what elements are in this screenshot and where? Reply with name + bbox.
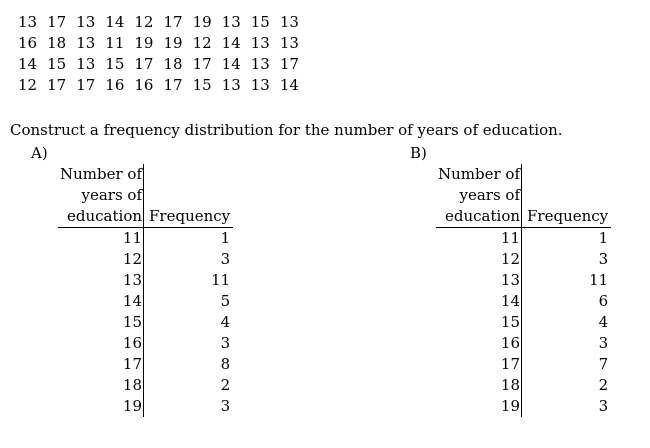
- table-row: [58, 312, 233, 333]
- frequency-table: [436, 164, 611, 417]
- years-cell: 12: [58, 249, 144, 270]
- years-cell: 16: [58, 333, 144, 354]
- data-value: 14: [221, 55, 241, 73]
- years-cell: 17: [436, 354, 522, 375]
- data-value: 15: [105, 55, 125, 73]
- frequency-cell: 2: [220, 376, 231, 394]
- option-b-table: [436, 164, 611, 417]
- frequency-cell: 3: [220, 397, 231, 415]
- years-cell: 18: [58, 375, 144, 396]
- frequency-cell: 3: [220, 250, 231, 268]
- data-value: 19: [163, 34, 183, 52]
- table-row: [436, 396, 611, 417]
- table-row: [436, 333, 611, 354]
- years-cell: 13: [436, 270, 522, 291]
- years-header-cell: education: [58, 206, 144, 228]
- data-value: 17: [76, 76, 96, 94]
- table-row: [58, 396, 233, 417]
- data-value: 13: [279, 13, 299, 31]
- frequency-cell: 3: [220, 334, 231, 352]
- table-row: [58, 249, 233, 270]
- frequency-cell: 4: [220, 313, 231, 331]
- years-cell: 19: [436, 396, 522, 417]
- frequency-cell: 11: [589, 271, 609, 289]
- data-value: 13: [250, 34, 270, 52]
- option-a-label: A): [31, 144, 48, 162]
- data-value: 13: [76, 13, 96, 31]
- table-row: [58, 270, 233, 291]
- data-value: 17: [192, 55, 212, 73]
- table-row: [436, 375, 611, 396]
- table-row: [58, 354, 233, 375]
- data-value: 14: [18, 55, 38, 73]
- years-cell: 19: [58, 396, 144, 417]
- data-value: 15: [250, 13, 270, 31]
- table-header-row: [58, 206, 233, 228]
- table-row: [58, 333, 233, 354]
- option-b-label: B): [410, 144, 427, 162]
- data-value: 18: [47, 34, 67, 52]
- years-cell: 13: [58, 270, 144, 291]
- years-cell: 15: [58, 312, 144, 333]
- data-value: 13: [221, 13, 241, 31]
- data-value: 18: [163, 55, 183, 73]
- data-value: 19: [192, 13, 212, 31]
- years-cell: 14: [436, 291, 522, 312]
- table-header-row: [58, 185, 233, 206]
- frequency-cell: 3: [598, 250, 609, 268]
- years-header-cell: Number of: [438, 165, 521, 183]
- data-value: 14: [221, 34, 241, 52]
- table-row: [436, 249, 611, 270]
- frequency-cell: 11: [211, 271, 231, 289]
- years-cell: 18: [436, 375, 522, 396]
- data-value: 13: [76, 55, 96, 73]
- table-row: [58, 375, 233, 396]
- table-row: [58, 291, 233, 312]
- table-row: [436, 270, 611, 291]
- data-row: [18, 54, 309, 75]
- years-cell: 11: [436, 228, 522, 250]
- data-value: 17: [163, 13, 183, 31]
- years-cell: 15: [436, 312, 522, 333]
- frequency-cell: 3: [598, 334, 609, 352]
- data-value: 13: [221, 76, 241, 94]
- data-value: 17: [279, 55, 299, 73]
- data-value: 17: [134, 55, 154, 73]
- frequency-cell: 8: [220, 355, 231, 373]
- frequency-cell: 1: [598, 229, 609, 247]
- frequency-cell: 7: [598, 355, 609, 373]
- years-cell: 17: [58, 354, 144, 375]
- frequency-header-cell: Frequency: [144, 206, 234, 228]
- table-row: [436, 291, 611, 312]
- data-row: [18, 12, 309, 33]
- data-value: 17: [47, 13, 67, 31]
- frequency-cell: 1: [220, 229, 231, 247]
- frequency-cell: 2: [598, 376, 609, 394]
- frequency-cell: 3: [598, 397, 609, 415]
- data-value: 11: [105, 34, 125, 52]
- table-row: [436, 312, 611, 333]
- frequency-cell: 4: [598, 313, 609, 331]
- frequency-table: [58, 164, 233, 417]
- data-value: 12: [192, 34, 212, 52]
- frequency-cell: 5: [220, 292, 231, 310]
- data-value: 16: [105, 76, 125, 94]
- table-row: [436, 354, 611, 375]
- blank-header-cell: [144, 185, 234, 206]
- table-header-row: [58, 164, 233, 185]
- years-cell: 12: [436, 249, 522, 270]
- data-value: 17: [47, 76, 67, 94]
- data-value: 13: [279, 34, 299, 52]
- years-header-cell: education: [436, 206, 522, 228]
- years-cell: 16: [436, 333, 522, 354]
- data-value: 13: [250, 76, 270, 94]
- data-value: 12: [18, 76, 38, 94]
- frequency-cell: 6: [598, 292, 609, 310]
- data-value: 14: [105, 13, 125, 31]
- data-value: 19: [134, 34, 154, 52]
- blank-header-cell: [144, 164, 234, 185]
- data-value: 14: [279, 76, 299, 94]
- data-row: [18, 33, 309, 54]
- blank-header-cell: [522, 164, 612, 185]
- table-row: [436, 228, 611, 250]
- table-row: [58, 228, 233, 250]
- years-header-cell: years of: [58, 185, 144, 206]
- data-value: 16: [134, 76, 154, 94]
- data-value: 13: [250, 55, 270, 73]
- data-row: [18, 75, 309, 96]
- data-value: 13: [76, 34, 96, 52]
- table-header-row: [436, 164, 611, 185]
- data-value: 15: [192, 76, 212, 94]
- data-value: 12: [134, 13, 154, 31]
- years-header-cell: years of: [436, 185, 522, 206]
- question-text: Construct a frequency distribution for the number of years of education.: [10, 121, 563, 139]
- years-cell: 11: [58, 228, 144, 250]
- data-value: 15: [47, 55, 67, 73]
- data-value: 13: [18, 13, 38, 31]
- years-cell: 14: [58, 291, 144, 312]
- data-values-grid: [18, 12, 309, 96]
- option-a-table: [58, 164, 233, 417]
- data-value: 16: [18, 34, 38, 52]
- table-header-row: [436, 206, 611, 228]
- table-header-row: [436, 185, 611, 206]
- blank-header-cell: [522, 185, 612, 206]
- data-value: 17: [163, 76, 183, 94]
- years-header-cell: Number of: [60, 165, 143, 183]
- frequency-header-cell: Frequency: [522, 206, 612, 228]
